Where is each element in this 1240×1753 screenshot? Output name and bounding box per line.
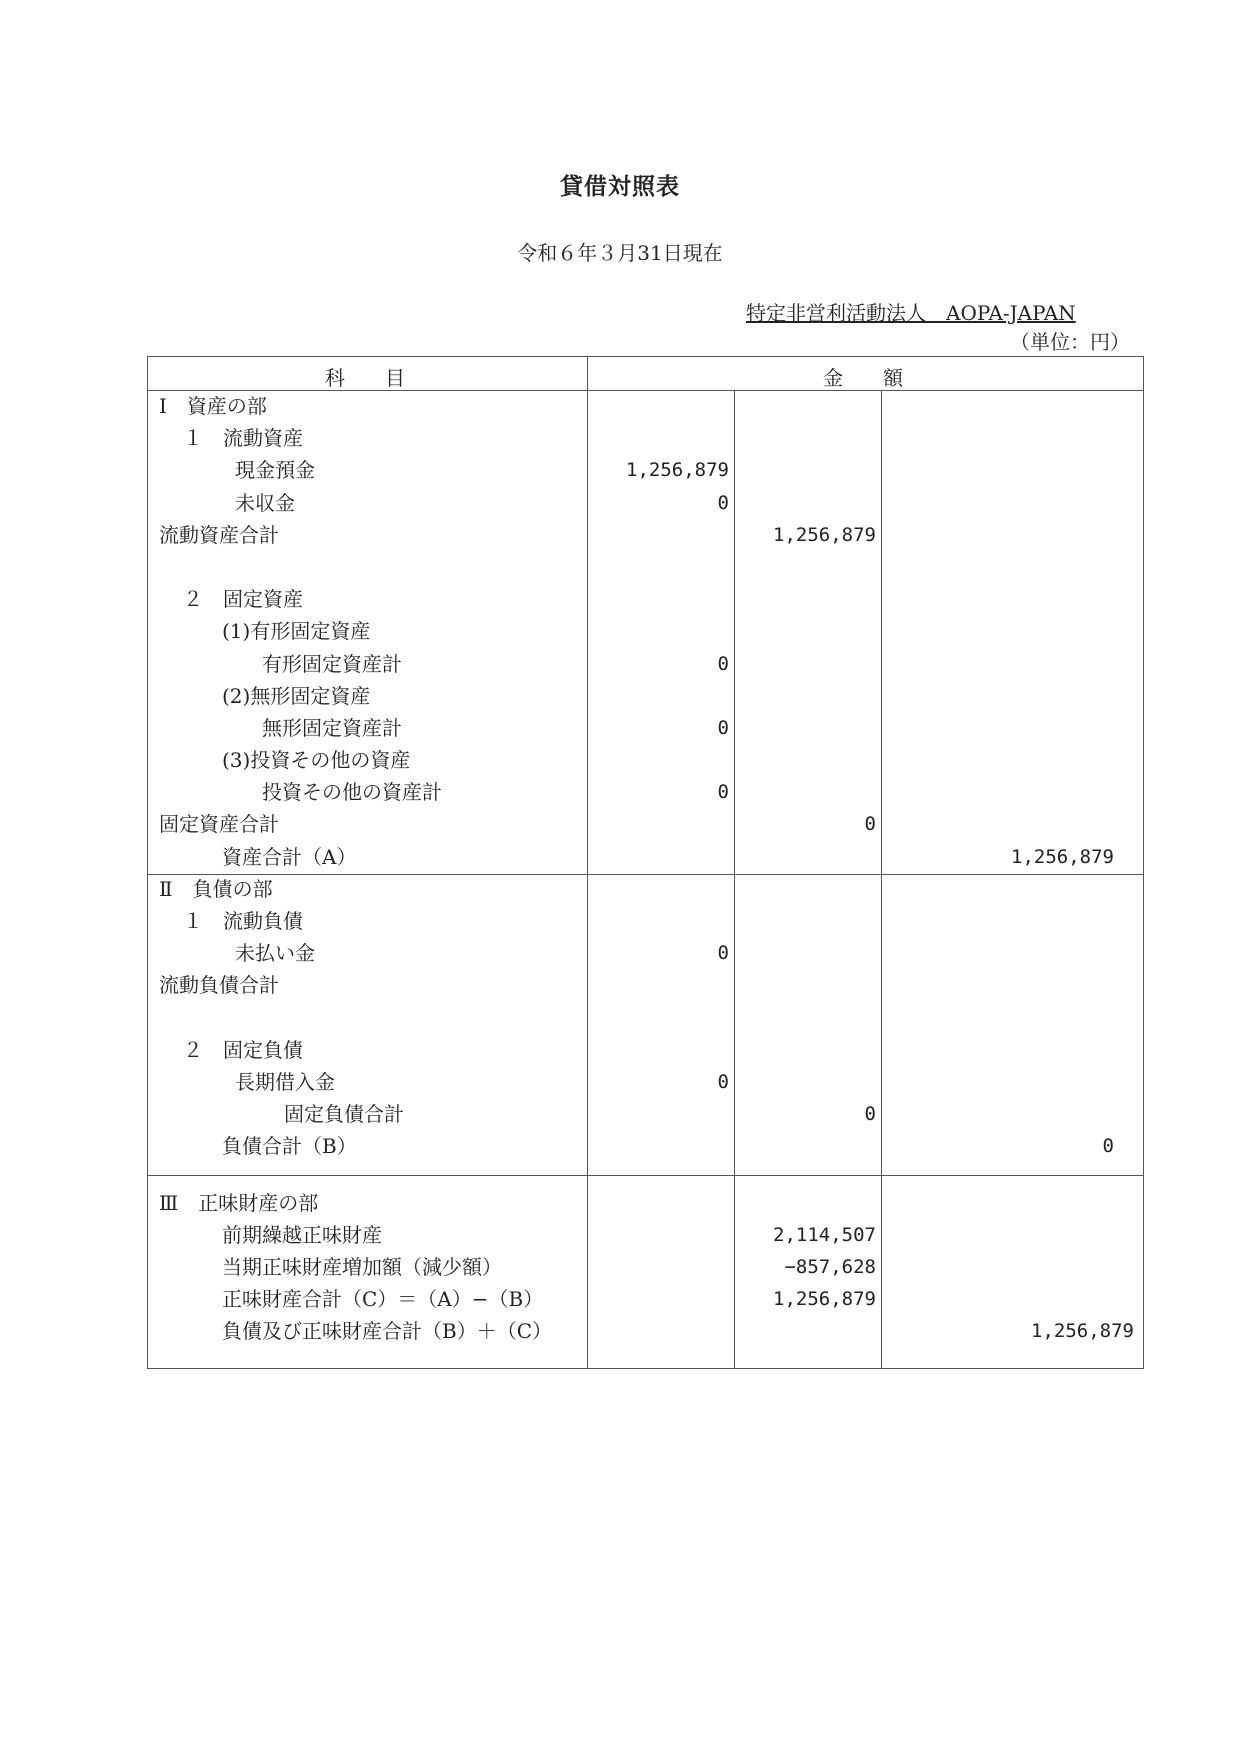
table-row	[147, 615, 1144, 647]
amount-col1: 1,256,879	[626, 459, 729, 482]
table-row	[147, 1315, 1144, 1347]
amount-col3: 0	[1102, 1135, 1114, 1158]
table-row	[147, 1251, 1144, 1283]
amount-col1: 0	[717, 781, 729, 804]
table-row	[147, 841, 1144, 873]
amount-col3: 1,256,879	[1031, 1320, 1134, 1343]
row-label: (2)無形固定資産	[222, 683, 371, 708]
table-row	[147, 1283, 1144, 1315]
row-label: 無形固定資産計	[262, 715, 402, 740]
organization-name: 特定非営利活動法人 AOPA-JAPAN	[746, 301, 1076, 325]
table-body	[147, 390, 1144, 1347]
table-row	[147, 808, 1144, 840]
amount-col2: 1,256,879	[773, 523, 876, 546]
amount-col2: 0	[864, 1103, 876, 1126]
table-row	[147, 1187, 1144, 1219]
row-label: Ⅰ 資産の部	[159, 394, 267, 418]
row-label: (1)有形固定資産	[222, 619, 371, 644]
table-row	[147, 583, 1144, 615]
row-label: 負債合計（B）	[222, 1134, 357, 1159]
table-row	[147, 905, 1144, 937]
row-label: 固定負債合計	[284, 1102, 404, 1127]
table-row	[147, 487, 1144, 519]
table-row	[147, 1130, 1144, 1162]
row-label: １ 流動負債	[183, 909, 303, 933]
row-label: 流動負債合計	[159, 973, 279, 998]
row-label: 有形固定資産計	[262, 651, 402, 676]
table-row	[147, 454, 1144, 486]
row-label: １ 流動資産	[183, 426, 303, 451]
row-label: Ⅱ 負債の部	[159, 876, 273, 901]
table-row	[147, 1066, 1144, 1098]
table-row	[147, 1098, 1144, 1130]
row-label: ２ 固定資産	[183, 587, 303, 612]
table-row	[147, 1034, 1144, 1066]
row-label: 当期正味財産増加額（減少額）	[222, 1254, 502, 1279]
table-row	[147, 648, 1144, 680]
header-subject: 科 目	[325, 366, 405, 390]
amount-col1: 0	[717, 652, 729, 675]
row-label: 現金預金	[235, 458, 315, 483]
amount-col1: 0	[717, 1070, 729, 1093]
row-label: 資産合計（A）	[222, 844, 357, 869]
row-label: ２ 固定負債	[183, 1037, 303, 1062]
table-row	[147, 422, 1144, 454]
row-label: 投資その他の資産計	[262, 780, 442, 805]
table-row	[147, 680, 1144, 712]
row-label: Ⅲ 正味財産の部	[159, 1190, 319, 1215]
unit-label: （単位：円）	[1010, 330, 1130, 354]
table-row	[147, 519, 1144, 551]
row-label: 未収金	[235, 490, 295, 515]
amount-col2: 0	[864, 813, 876, 836]
report-date: 令和６年３月31日現在	[517, 241, 723, 265]
table-row	[147, 712, 1144, 744]
amount-col2: 1,256,879	[773, 1288, 876, 1311]
row-label: 正味財産合計（C）＝（A）−（B）	[222, 1287, 544, 1312]
row-label: 負債及び正味財産合計（B）＋（C）	[222, 1319, 552, 1344]
table-row	[147, 1002, 1144, 1034]
amount-col3: 1,256,879	[1011, 845, 1114, 868]
amount-col1: 0	[717, 491, 729, 514]
amount-col1: 0	[717, 716, 729, 739]
row-label: 長期借入金	[235, 1069, 335, 1094]
row-label: 流動資産合計	[159, 522, 279, 547]
document-title: 貸借対照表	[560, 173, 680, 200]
table-row	[147, 551, 1144, 583]
amount-col2: 2,114,507	[773, 1223, 876, 1246]
row-label: 前期繰越正味財産	[222, 1222, 382, 1247]
table-row	[147, 1219, 1144, 1251]
table-row	[147, 937, 1144, 969]
row-label: (3)投資その他の資産	[222, 748, 411, 773]
table-row	[147, 390, 1144, 422]
amount-col1: 0	[717, 942, 729, 965]
table-row	[147, 744, 1144, 776]
table-row	[147, 1163, 1144, 1187]
row-label: 固定資産合計	[159, 812, 279, 837]
header-amount: 金 額	[823, 366, 903, 390]
row-label: 未払い金	[235, 941, 315, 966]
table-row	[147, 776, 1144, 808]
amount-col2: −857,628	[784, 1255, 876, 1278]
table-row	[147, 969, 1144, 1001]
table-row	[147, 873, 1144, 905]
